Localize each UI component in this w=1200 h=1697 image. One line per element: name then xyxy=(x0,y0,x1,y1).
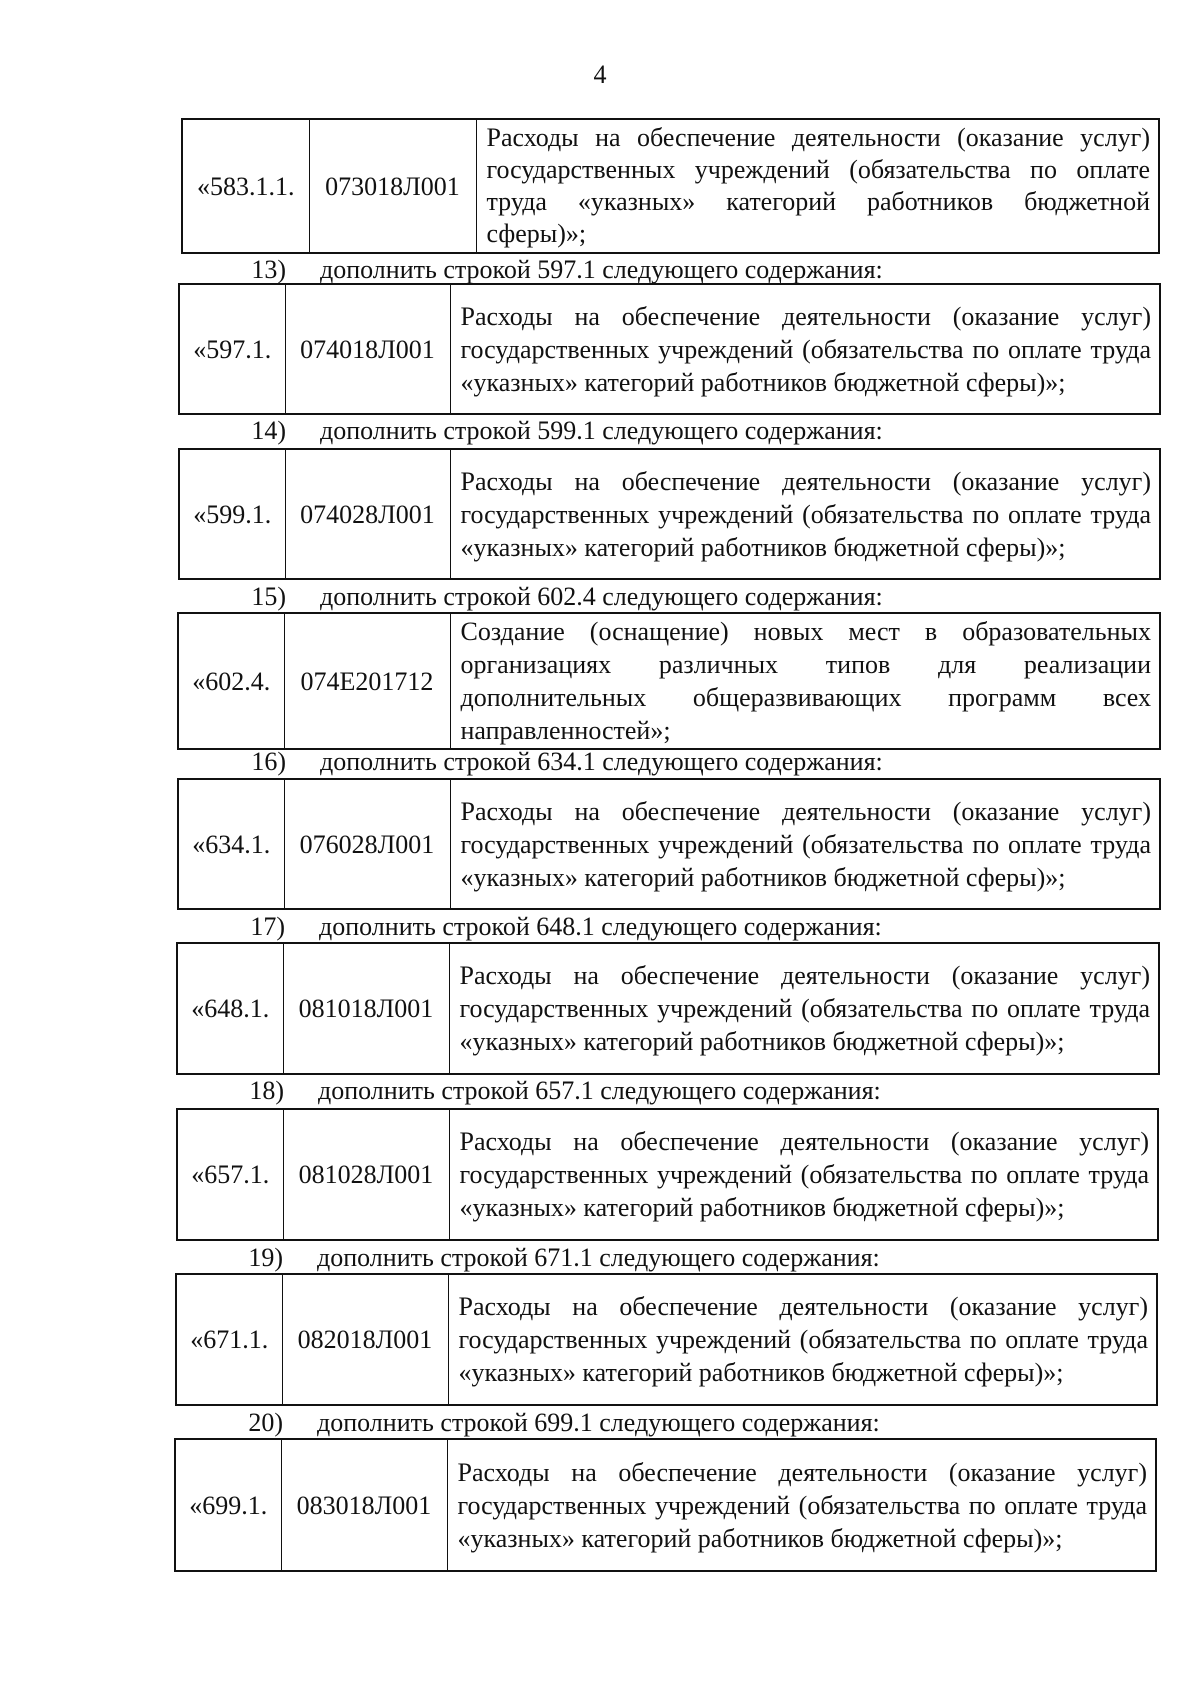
page-number: 4 xyxy=(593,60,607,89)
row-kbk-code: 074028Л001 xyxy=(285,449,450,579)
row-description: Расходы на обеспечение деятельности (оказание услуг) государственных учреждений (обязательства по оплате труда «указных» категорий работников бюджетной сферы)»; xyxy=(447,1439,1156,1571)
row-kbk-code: 074E201712 xyxy=(284,613,450,749)
amendment-instruction-14 xyxy=(251,416,883,445)
item-number: 13) xyxy=(251,255,286,284)
item-instruction: дополнить строкой 699.1 следующего содержания: xyxy=(317,1408,880,1437)
amendment-table-599-1 xyxy=(178,448,1161,580)
item-instruction: дополнить строкой 597.1 следующего содержания: xyxy=(320,255,883,284)
amendment-table-657-1 xyxy=(176,1108,1159,1241)
row-description: Расходы на обеспечение деятельности (оказание услуг) государственных учреждений (обязательства по оплате труда «указных» категорий работников бюджетной сферы)»; xyxy=(450,779,1160,909)
row-kbk-code: 073018Л001 xyxy=(309,119,476,253)
row-code: «634.1. xyxy=(178,779,284,909)
row-code: «657.1. xyxy=(177,1109,283,1240)
row-description: Расходы на обеспечение деятельности (оказание услуг) государственных учреждений (обязательства по оплате труда «указных» категорий работников бюджетной сферы)»; xyxy=(450,449,1160,579)
item-instruction: дополнить строкой 657.1 следующего содержания: xyxy=(318,1076,881,1105)
item-number: 19) xyxy=(248,1243,283,1272)
amendment-instruction-19 xyxy=(248,1243,880,1272)
item-number: 16) xyxy=(251,747,286,776)
row-description: Расходы на обеспечение деятельности (оказание услуг) государственных учреждений (обязательства по оплате труда «указных» категорий работников бюджетной сферы)»; xyxy=(450,284,1160,414)
row-description: Расходы на обеспечение деятельности (оказание услуг) государственных учреждений (обязательства по оплате труда «указных» категорий работников бюджетной сферы)»; xyxy=(476,119,1159,253)
amendment-instruction-20 xyxy=(248,1408,880,1437)
row-code: «597.1. xyxy=(179,284,285,414)
amendment-instruction-13 xyxy=(251,255,883,284)
row-kbk-code: 081018Л001 xyxy=(283,943,449,1074)
item-instruction: дополнить строкой 648.1 следующего содержания: xyxy=(319,912,882,941)
row-kbk-code: 076028Л001 xyxy=(284,779,450,909)
amendment-table-648-1 xyxy=(176,942,1160,1075)
row-code: «671.1. xyxy=(176,1274,282,1405)
row-code: «648.1. xyxy=(177,943,283,1074)
row-kbk-code: 082018Л001 xyxy=(282,1274,448,1405)
amendment-instruction-15 xyxy=(251,582,883,611)
item-instruction: дополнить строкой 602.4 следующего содержания: xyxy=(320,582,883,611)
row-description: Расходы на обеспечение деятельности (оказание услуг) государственных учреждений (обязательства по оплате труда «указных» категорий работников бюджетной сферы)»; xyxy=(449,1109,1158,1240)
row-description: Создание (оснащение) новых мест в образовательных организациях различных типов для реализации дополнительных общеразвивающих программ всех направленностей»; xyxy=(450,613,1160,749)
amendment-table-597-1 xyxy=(178,283,1161,415)
row-kbk-code: 083018Л001 xyxy=(281,1439,447,1571)
row-kbk-code: 074018Л001 xyxy=(285,284,450,414)
item-number: 20) xyxy=(248,1408,283,1437)
item-number: 17) xyxy=(250,912,285,941)
amendment-instruction-18 xyxy=(249,1076,881,1105)
row-code: «699.1. xyxy=(175,1439,281,1571)
row-description: Расходы на обеспечение деятельности (оказание услуг) государственных учреждений (обязательства по оплате труда «указных» категорий работников бюджетной сферы)»; xyxy=(448,1274,1157,1405)
row-kbk-code: 081028Л001 xyxy=(283,1109,449,1240)
item-number: 15) xyxy=(251,582,286,611)
item-instruction: дополнить строкой 671.1 следующего содержания: xyxy=(317,1243,880,1272)
amendment-instruction-17 xyxy=(250,912,882,941)
amendment-table-671-1 xyxy=(175,1273,1158,1406)
amendment-instruction-16 xyxy=(251,747,883,776)
amendment-table-583-1-1 xyxy=(181,118,1160,254)
amendment-table-602-4 xyxy=(177,612,1161,750)
amendment-table-699-1 xyxy=(174,1438,1157,1572)
row-code: «583.1.1. xyxy=(182,119,309,253)
item-number: 18) xyxy=(249,1076,284,1105)
item-instruction: дополнить строкой 599.1 следующего содержания: xyxy=(320,416,883,445)
item-number: 14) xyxy=(251,416,286,445)
row-code: «599.1. xyxy=(179,449,285,579)
row-code: «602.4. xyxy=(178,613,284,749)
row-description: Расходы на обеспечение деятельности (оказание услуг) государственных учреждений (обязательства по оплате труда «указных» категорий работников бюджетной сферы)»; xyxy=(449,943,1159,1074)
amendment-table-634-1 xyxy=(177,778,1161,910)
item-instruction: дополнить строкой 634.1 следующего содержания: xyxy=(320,747,883,776)
